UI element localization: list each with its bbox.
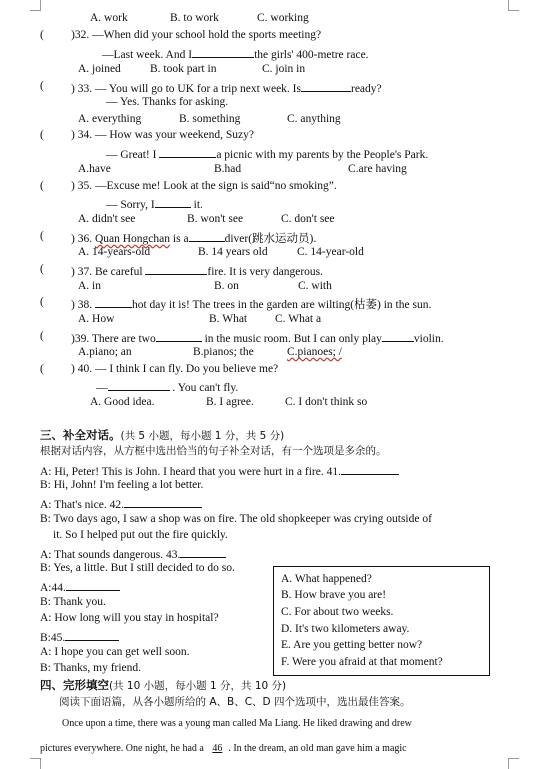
q32-line2-post: the girls' 400-metre race. xyxy=(254,49,369,61)
box-option-f: F. Were you afraid at that moment? xyxy=(281,656,443,668)
q39-blank-1 xyxy=(156,331,202,342)
q32-line2 xyxy=(102,47,369,62)
q35-paren: ( xyxy=(40,180,44,192)
q40-option-a: A. Good idea. xyxy=(90,396,155,408)
q36-paren: ( xyxy=(40,230,44,242)
q37-option-c: C. with xyxy=(298,280,332,292)
box-option-a: A. What happened? xyxy=(281,573,372,585)
q36-stem xyxy=(71,231,316,246)
q32-option-b: B. took part in xyxy=(150,63,217,75)
q39-number: )39. There are two xyxy=(71,333,156,345)
q39-option-a: A.piano; an xyxy=(78,346,132,358)
section4-title: 四、完形填空 xyxy=(40,678,109,692)
dialogue-line-11 xyxy=(40,630,119,645)
q32-number: )32. xyxy=(71,29,90,41)
q35-line2-post: it. xyxy=(193,199,203,211)
q37-stem xyxy=(71,264,323,279)
q40-line2 xyxy=(96,380,238,395)
q33-text: — You will go to UK for a trip next week. Is xyxy=(94,83,301,95)
passage-line-1: Once upon a time, there was a young man called Ma Liang. He liked drawing and drew xyxy=(62,718,412,729)
q33-paren: ( xyxy=(40,80,44,92)
dialogue-line-4: B: Two days ago, I saw a shop was on fire. The old shopkeeper was crying outside of xyxy=(40,513,432,525)
box-option-d: D. It's two kilometers away. xyxy=(281,623,410,635)
q34-line2 xyxy=(106,147,428,162)
q39-post: violin. xyxy=(413,333,444,345)
q34-line2-post: a picnic with my parents by the People's Park. xyxy=(216,149,429,161)
section4-instruction: 阅读下面语篇，从各小题所给的 A、B、C、D 四个选项中，选出最佳答案。 xyxy=(59,696,411,708)
dialogue-line-6-text: A: That sounds dangerous. 43. xyxy=(40,549,181,561)
q37-post: fire. It is very dangerous. xyxy=(207,266,324,278)
section3-meta: (共 5 小题，每小题 1 分，共 5 分) xyxy=(120,430,285,442)
q39-mid: in the music room. But I can only play xyxy=(204,333,382,345)
corner-mark-bottom-right xyxy=(508,758,519,769)
q34-option-c: C.are having xyxy=(348,163,407,175)
passage-line-2-post: . In the dream, an old man gave him a magic xyxy=(228,743,407,754)
q38-blank xyxy=(95,297,132,308)
q35-option-b: B. won't see xyxy=(187,213,244,225)
q38-option-c: C. What a xyxy=(275,313,322,325)
q38-option-a: A. How xyxy=(78,313,115,325)
q40-blank xyxy=(108,380,170,391)
q35-option-a: A. didn't see xyxy=(78,213,136,225)
q39-paren: ( xyxy=(40,330,44,342)
q34-option-a: A.have xyxy=(78,163,111,175)
q32-blank xyxy=(192,47,254,58)
q35-number: ) 35. xyxy=(71,180,93,192)
q33-stem xyxy=(71,81,382,96)
box-option-b: B. How brave you are! xyxy=(281,589,387,601)
q32-text: —When did your school hold the sports meeting? xyxy=(92,29,322,41)
box-option-c: C. For about two weeks. xyxy=(281,606,394,618)
q36-option-b: B. 14 years old xyxy=(198,246,268,258)
q37-blank xyxy=(145,264,207,275)
blank-43 xyxy=(180,547,226,558)
blank-44 xyxy=(66,580,120,591)
q31-option-c: C. working xyxy=(257,12,309,24)
dialogue-line-12: A: I hope you can get well soon. xyxy=(40,646,190,658)
dialogue-line-8 xyxy=(40,580,120,595)
q35-blank xyxy=(155,197,191,208)
dialogue-line-11-text: B:45. xyxy=(40,632,66,644)
passage-line-2 xyxy=(40,744,407,754)
q40-stem xyxy=(71,364,278,376)
q32-paren: ( xyxy=(40,29,44,41)
q37-paren: ( xyxy=(40,263,44,275)
blank-41 xyxy=(341,464,399,475)
q32-option-a: A. joined xyxy=(78,63,121,75)
q36-name: Quan Hongchan xyxy=(94,233,171,245)
q33-number: ) 33. xyxy=(71,83,93,95)
box-option-e: E. Are you getting better now? xyxy=(281,639,423,651)
q39-blank-2 xyxy=(382,331,414,342)
q36-option-a: A. 14-years-old xyxy=(78,246,151,258)
q38-post: hot day it is! The trees in the garden are wilting(枯萎) in the sun. xyxy=(131,299,432,311)
q33-blank xyxy=(301,81,351,92)
q40-option-b: B. I agree. xyxy=(206,396,254,408)
q31-option-a: A. work xyxy=(90,12,128,24)
dialogue-line-1-text: A: Hi, Peter! This is John. I heard that you were hurt in a fire. 41. xyxy=(40,466,341,478)
q36-mid: is a xyxy=(172,233,189,245)
q36-blank xyxy=(189,231,225,242)
q33-option-a: A. everything xyxy=(78,113,142,125)
q40-number: ) 40. xyxy=(71,363,93,375)
q31-option-b: B. to work xyxy=(170,12,219,24)
passage-line-2-pre: pictures everywhere. One night, he had a xyxy=(40,743,204,754)
blank-45 xyxy=(65,630,119,641)
q40-option-c: C. I don't think so xyxy=(285,396,368,408)
q40-paren: ( xyxy=(40,363,44,375)
q36-option-c: C. 14-year-old xyxy=(297,246,364,258)
dialogue-line-13: B: Thanks, my friend. xyxy=(40,662,142,674)
section4-heading xyxy=(40,680,286,693)
blank-42 xyxy=(124,497,202,508)
q36-number: ) 36. xyxy=(71,233,93,245)
q32-option-c: C. join in xyxy=(262,63,306,75)
q38-paren: ( xyxy=(40,296,44,308)
q32-stem xyxy=(71,30,321,42)
dialogue-line-6 xyxy=(40,547,226,562)
q36-post: diver(跳水运动员). xyxy=(224,233,317,245)
q34-text: — How was your weekend, Suzy? xyxy=(94,129,255,141)
blank-46: 46 xyxy=(212,743,223,754)
dialogue-line-5: it. So I helped put out the fire quickly. xyxy=(53,529,228,541)
corner-mark-bottom-left xyxy=(30,758,41,769)
q35-option-c: C. don't see xyxy=(281,213,335,225)
q39-option-c: C.pianoes; / xyxy=(287,346,342,358)
dialogue-line-7: B: Yes, a little. But I still decided to do so. xyxy=(40,562,235,574)
q40-line2-pre: — xyxy=(96,382,108,394)
section3-instruction: 根据对话内容，从方框中选出恰当的句子补全对话，有一个选项是多余的。 xyxy=(40,445,387,457)
dialogue-line-9: B: Thank you. xyxy=(40,596,106,608)
section3-heading xyxy=(40,430,284,443)
q37-option-b: B. on xyxy=(214,280,239,292)
q34-option-b: B.had xyxy=(214,163,242,175)
q33-text-post: ready? xyxy=(351,83,382,95)
q38-option-b: B. What xyxy=(209,313,248,325)
q37-option-a: A. in xyxy=(78,280,101,292)
corner-mark-top-left xyxy=(30,0,41,11)
section4-meta: (共 10 小题，每小题 1 分，共 10 分) xyxy=(109,680,287,692)
q34-stem xyxy=(71,130,254,142)
dialogue-line-10: A: How long will you stay in hospital? xyxy=(40,612,219,624)
q35-line2-pre: — Sorry, I xyxy=(106,199,155,211)
dialogue-line-1 xyxy=(40,464,399,479)
q35-line2 xyxy=(106,197,203,212)
dialogue-line-8-text: A:44. xyxy=(40,582,66,594)
q34-paren: ( xyxy=(40,129,44,141)
q39-stem xyxy=(71,331,444,346)
q35-stem xyxy=(71,181,337,193)
q35-text: —Excuse me! Look at the sign is said“no smoking”. xyxy=(94,180,337,192)
q40-text: — I think I can fly. Do you believe me? xyxy=(94,363,279,375)
q33-option-c: C. anything xyxy=(287,113,341,125)
q34-line2-pre: — Great! I xyxy=(106,149,157,161)
q38-stem xyxy=(71,297,431,312)
corner-mark-top-right xyxy=(508,0,519,11)
q33-line2: — Yes. Thanks for asking. xyxy=(106,96,229,108)
q40-line2-post: . You can't fly. xyxy=(172,382,239,394)
q34-number: ) 34. xyxy=(71,129,93,141)
q37-number: ) 37. Be careful xyxy=(71,266,143,278)
q39-option-b: B.pianos; the xyxy=(193,346,254,358)
dialogue-line-3 xyxy=(40,497,202,512)
dialogue-line-3-text: A: That's nice. 42. xyxy=(40,499,124,511)
q38-number: ) 38. xyxy=(71,299,93,311)
section3-title: 三、补全对话。 xyxy=(40,428,121,442)
q32-line2-pre: —Last week. And I xyxy=(102,49,193,61)
q34-blank xyxy=(159,147,216,158)
dialogue-line-2: B: Hi, John! I'm feeling a lot better. xyxy=(40,479,204,491)
q33-option-b: B. something xyxy=(179,113,241,125)
